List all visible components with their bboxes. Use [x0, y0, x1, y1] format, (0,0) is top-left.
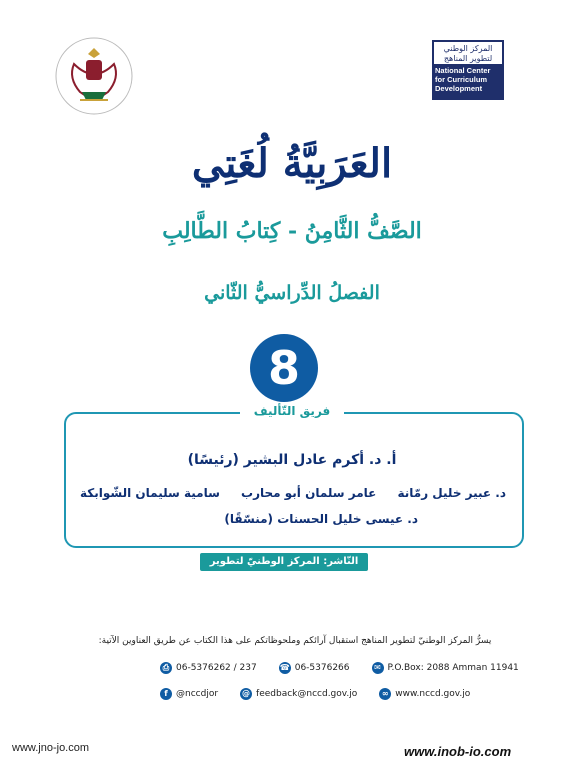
author-3: سامية سليمان الشّوابكة — [80, 486, 220, 500]
contact-note: يسرُّ المركز الوطنيّ لتطوير المناهج استقبال آرائكم وملحوظاتكم على هذا الكتاب عن طريق العناوين الآتية: — [98, 636, 492, 646]
authors-label: فريق التّأليف — [253, 404, 331, 418]
fax-icon: ⎙ — [160, 662, 172, 674]
semester-subtitle: الفصلُ الدِّراسيُّ الثّاني — [204, 282, 380, 304]
grade-number-badge: 8 — [250, 334, 318, 402]
author-2: عامر سلمان أبو محارب — [241, 486, 377, 500]
email-address[interactable]: feedback@nccd.gov.jo — [256, 689, 358, 699]
phone-icon: ☎ — [279, 663, 290, 672]
book-title: العَرَبِيَّةُ لُغَتِي — [191, 140, 393, 187]
footer-watermark-left[interactable]: www.jno-jo.com — [12, 742, 90, 754]
coat-of-arms-emblem — [52, 34, 136, 118]
contact-row-online — [160, 688, 470, 700]
facebook-handle[interactable]: @nccdjor — [176, 689, 219, 699]
link-icon: ∞ — [379, 688, 391, 700]
grade-subtitle: الصَّفُّ الثَّامِنُ - كِتابُ الطَّالِبِ — [162, 218, 422, 244]
website-link[interactable]: www.nccd.gov.jo — [395, 689, 471, 699]
footer-watermark-right[interactable]: www.inob-io.com — [404, 744, 512, 759]
mailbox-icon: ✉ — [372, 662, 384, 674]
author-1: د. عبير خليل رمّانة — [397, 486, 506, 500]
publisher-badge: النّاشر: المركز الوطنيّ لتطوير المناهج — [200, 553, 368, 571]
author-chair: أ. د. أكرم عادل البشير (رئيسًا) — [187, 452, 397, 468]
phone-number: 06-5376266 — [294, 663, 350, 673]
fax-number: 06-5376262 / 237 — [176, 663, 257, 673]
authors-frame — [64, 412, 524, 548]
po-box: P.O.Box: 2088 Amman 11941 — [387, 663, 519, 673]
nccd-logo-english: National Center for Curriculum Development — [435, 66, 491, 93]
contact-row-phones — [160, 662, 519, 674]
author-coordinator: د. عيسى خليل الحسنات (منسّقًا) — [224, 512, 418, 526]
facebook-icon: f — [160, 688, 172, 700]
nccd-logo — [432, 40, 504, 100]
author-row — [80, 486, 506, 500]
email-icon: @ — [242, 689, 251, 698]
nccd-logo-arabic: المركز الوطني لتطوير المناهج — [443, 44, 493, 63]
